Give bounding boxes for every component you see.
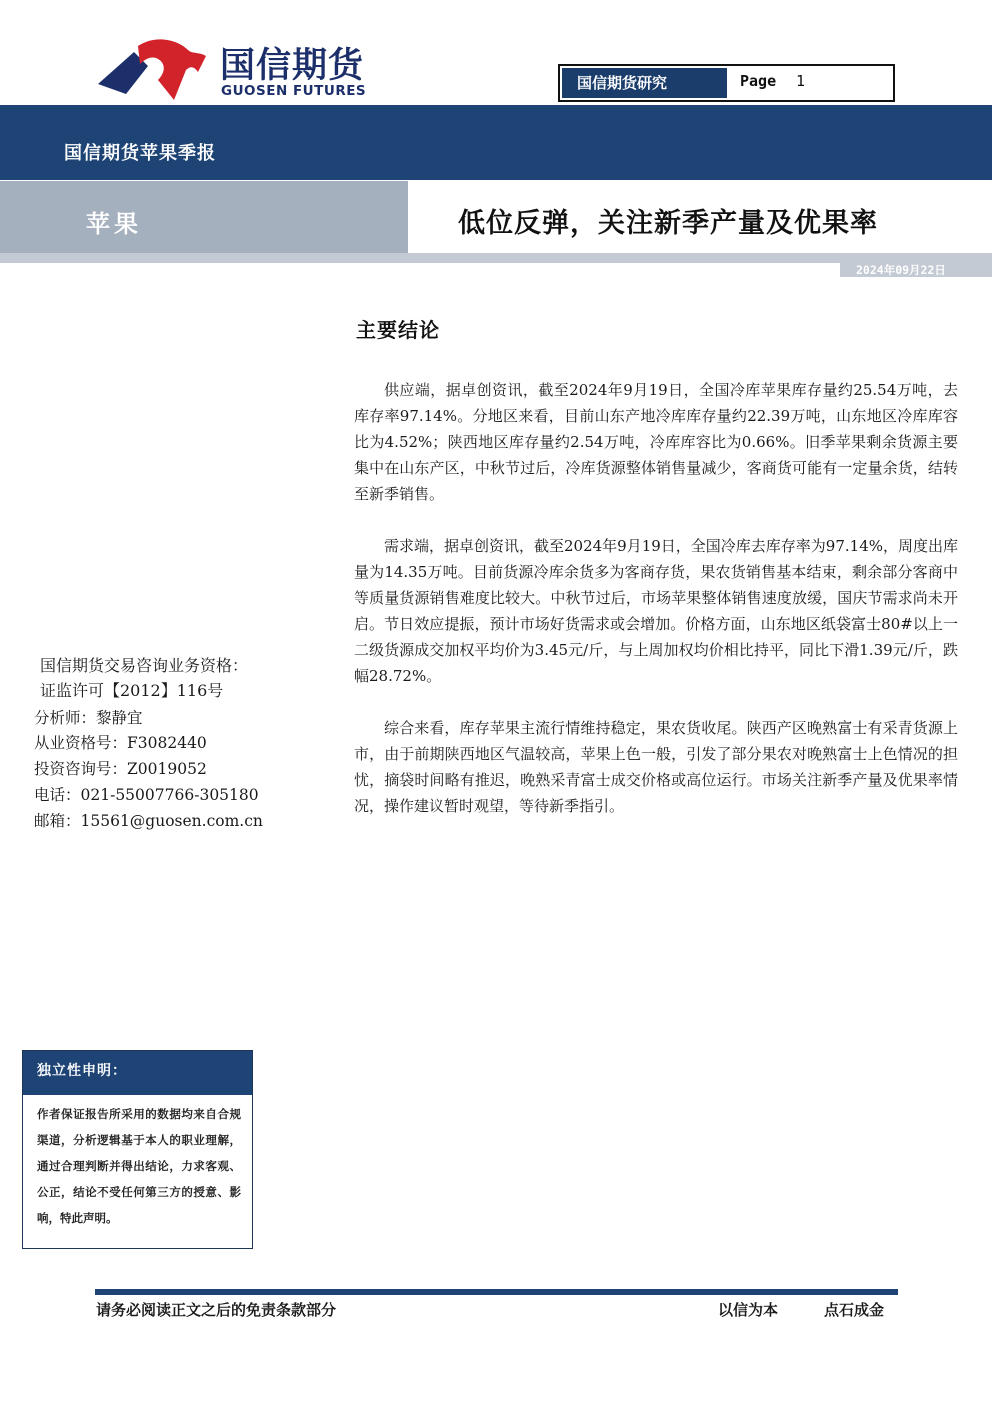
footer-bar [95, 1289, 898, 1295]
analyst-phone: 电话：021-55007766-305180 [34, 786, 259, 804]
independence-statement-box [22, 1050, 253, 1249]
footer-disclaimer: 请务必阅读正文之后的免责条款部分 [96, 1301, 337, 1319]
analyst-name: 分析师：黎静宜 [34, 709, 143, 727]
section-title: 主要结论 [356, 318, 440, 342]
independence-heading: 独立性申明： [23, 1051, 252, 1095]
report-date: 2024年09月22日 [856, 263, 946, 277]
brand-name-en: GUOSEN FUTURES [221, 83, 367, 99]
category-bar [0, 181, 408, 253]
brand-name-cn: 国信期货 [220, 46, 365, 86]
footer-motto-1: 以信为本 [718, 1301, 779, 1319]
report-type: 国信期货苹果季报 [64, 143, 216, 164]
independence-body: 作者保证报告所采用的数据均来自合规渠道，分析逻辑基于本人的职业理解，通过合理判断并得出结论，力求客观、公正，结论不受任何第三方的授意、影响，特此声明。 [37, 1107, 241, 1225]
research-page-box [558, 64, 895, 102]
conclusion-paragraph-demand: 需求端，据卓创资讯，截至2024年9月19日，全国冷库去库存率为97.14%，周度出库量为14.35万吨。目前货源冷库余货多为客商存货，果农货销售基本结束，剩余部分客商中等质量货源销售难度比较大。中秋节过后，市场苹果整体销售速度放缓，国庆节需求尚未开启。节日效应提振，预计市场好货需求或会增加。价格方面，山东地区纸袋富士80#以上一二级货源成交加权平均价为3.45元/斤，与上周加权均价相比持平，同比下滑1.39元/斤，跌幅28.72%。 [354, 537, 959, 685]
analyst-consult-no: 投资咨询号：Z0019052 [34, 760, 207, 778]
conclusion-paragraph-summary: 综合来看，库存苹果主流行情维持稳定，果农货收尾。陕西产区晚熟富士有采青货源上市，由于前期陕西地区气温较高，苹果上色一般，引发了部分果农对晚熟富士上色情况的担忧，摘袋时间略有推迟，晚熟采青富士成交价格或高位运行。市场关注新季产量及优果率情况，操作建议暂时观望，等待新季指引。 [354, 719, 958, 815]
footer-motto-2: 点石成金 [824, 1301, 885, 1319]
analyst-cert-no: 从业资格号：F3082440 [34, 734, 207, 752]
page-number: 1 [796, 72, 806, 90]
research-label: 国信期货研究 [562, 68, 727, 98]
analyst-email: 邮箱：15561@guosen.com.cn [34, 812, 263, 830]
qualification-line-2: 证监许可【2012】116号 [40, 681, 224, 700]
qualification-line-1: 国信期货交易咨询业务资格： [40, 656, 249, 675]
guosen-logo-icon [96, 36, 208, 106]
category-label: 苹果 [86, 209, 142, 238]
conclusion-paragraph-supply: 供应端，据卓创资讯，截至2024年9月19日，全国冷库苹果库存量约25.54万吨，去库存率97.14%。分地区来看，目前山东产地冷库库存量约22.39万吨，山东地区冷库库容比为4.52%；陕西地区库存量约2.54万吨，冷库库容比为0.66%。旧季苹果剩余货源主要集中在山东产区，中秋节过后，冷库货源整体销售量减少，客商货可能有一定量余货，结转至新季销售。 [354, 381, 958, 503]
report-headline: 低位反弹，关注新季产量及优果率 [458, 208, 878, 239]
page-label: Page [740, 72, 777, 90]
